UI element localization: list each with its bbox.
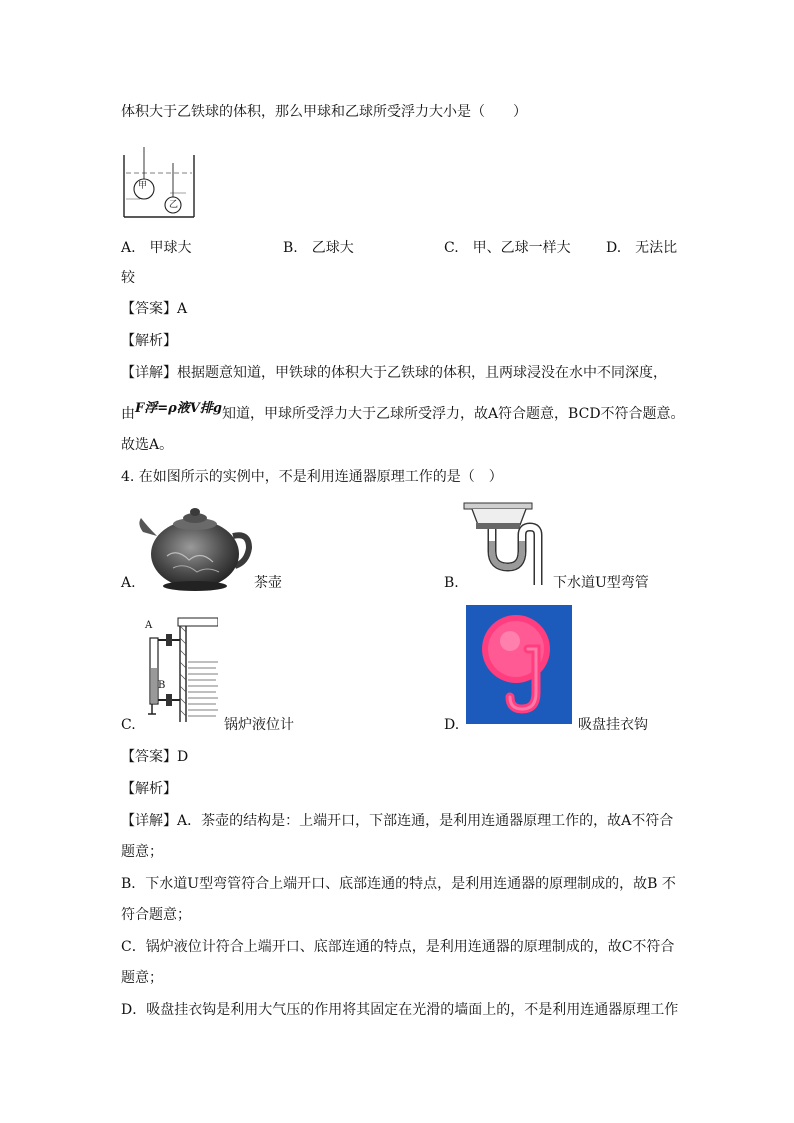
gauge-label-a: A bbox=[145, 620, 153, 631]
q4-option-b-caption: 下水道U型弯管 bbox=[553, 575, 649, 591]
boiler-gauge-image bbox=[140, 616, 218, 726]
q3-option-b: B. 乙球大 bbox=[283, 240, 354, 256]
q4-detail-b-line1: B．下水道U型弯管符合上端开口、底部连通的特点，是利用连通器的原理制成的，故B 不 bbox=[121, 876, 676, 892]
q3-analysis-heading: 【解析】 bbox=[121, 333, 177, 349]
suction-hook-image bbox=[466, 605, 572, 724]
q4-option-d-letter: D. bbox=[444, 717, 460, 733]
gauge-label-b: B bbox=[158, 680, 166, 691]
q4-detail-c-line1: C．锅炉液位计符合上端开口、底部连通的特点，是利用连通器的原理制成的，故C不符合 bbox=[121, 939, 675, 955]
buoyancy-formula: F浮=ρ液V排g bbox=[135, 401, 222, 416]
q4-stem: 4. 在如图所示的实例中，不是利用连通器原理工作的是（ ） bbox=[121, 469, 503, 485]
q4-option-a-letter: A. bbox=[121, 575, 136, 591]
q4-detail-a-line1: 【详解】A．茶壶的结构是：上端开口，下部连通，是利用连通器原理工作的，故A不符合 bbox=[121, 813, 674, 829]
beaker-figure bbox=[120, 143, 198, 221]
q3-detail-line3: 故选A。 bbox=[121, 437, 174, 453]
u-bend-drain-image bbox=[462, 495, 552, 587]
q4-detail-c-line2: 题意； bbox=[121, 970, 163, 986]
q4-option-a-caption: 茶壶 bbox=[254, 575, 282, 591]
q4-option-c-caption: 锅炉液位计 bbox=[224, 717, 294, 733]
q3-detail-prefix: 由 bbox=[121, 406, 135, 422]
q3-option-c: C. 甲、乙球一样大 bbox=[444, 240, 571, 256]
q3-option-a: A. 甲球大 bbox=[121, 240, 192, 256]
q3-detail-line2 bbox=[121, 401, 685, 425]
q3-detail-suffix: 知道，甲球所受浮力大于乙球所受浮力，故A符合题意，BCD不符合题意。 bbox=[221, 406, 685, 422]
ball-jia-label: 甲 bbox=[138, 181, 148, 191]
q4-analysis-heading: 【解析】 bbox=[121, 781, 177, 797]
ball-yi-label: 乙 bbox=[169, 200, 179, 210]
q4-detail-b-line2: 符合题意； bbox=[121, 907, 191, 923]
q3-option-d-cont: 较 bbox=[121, 270, 135, 286]
q4-detail-d-line1: D．吸盘挂衣钩是利用大气压的作用将其固定在光滑的墙面上的，不是利用连通器原理工作 bbox=[121, 1002, 679, 1018]
q4-answer: 【答案】D bbox=[121, 749, 189, 765]
q3-answer: 【答案】A bbox=[121, 301, 188, 317]
q3-intro: 体积大于乙铁球的体积，那么甲球和乙球所受浮力大小是（ ） bbox=[121, 104, 527, 120]
q3-detail-line1: 【详解】根据题意知道，甲铁球的体积大于乙铁球的体积，且两球浸没在水中不同深度， bbox=[121, 365, 667, 381]
teapot-image bbox=[137, 496, 252, 594]
q4-option-c-letter: C. bbox=[121, 717, 136, 733]
q4-detail-a-line2: 题意； bbox=[121, 844, 163, 860]
q4-option-d-caption: 吸盘挂衣钩 bbox=[578, 717, 648, 733]
q4-option-b-letter: B. bbox=[444, 575, 459, 591]
q3-option-d: D. 无法比 bbox=[606, 240, 678, 256]
